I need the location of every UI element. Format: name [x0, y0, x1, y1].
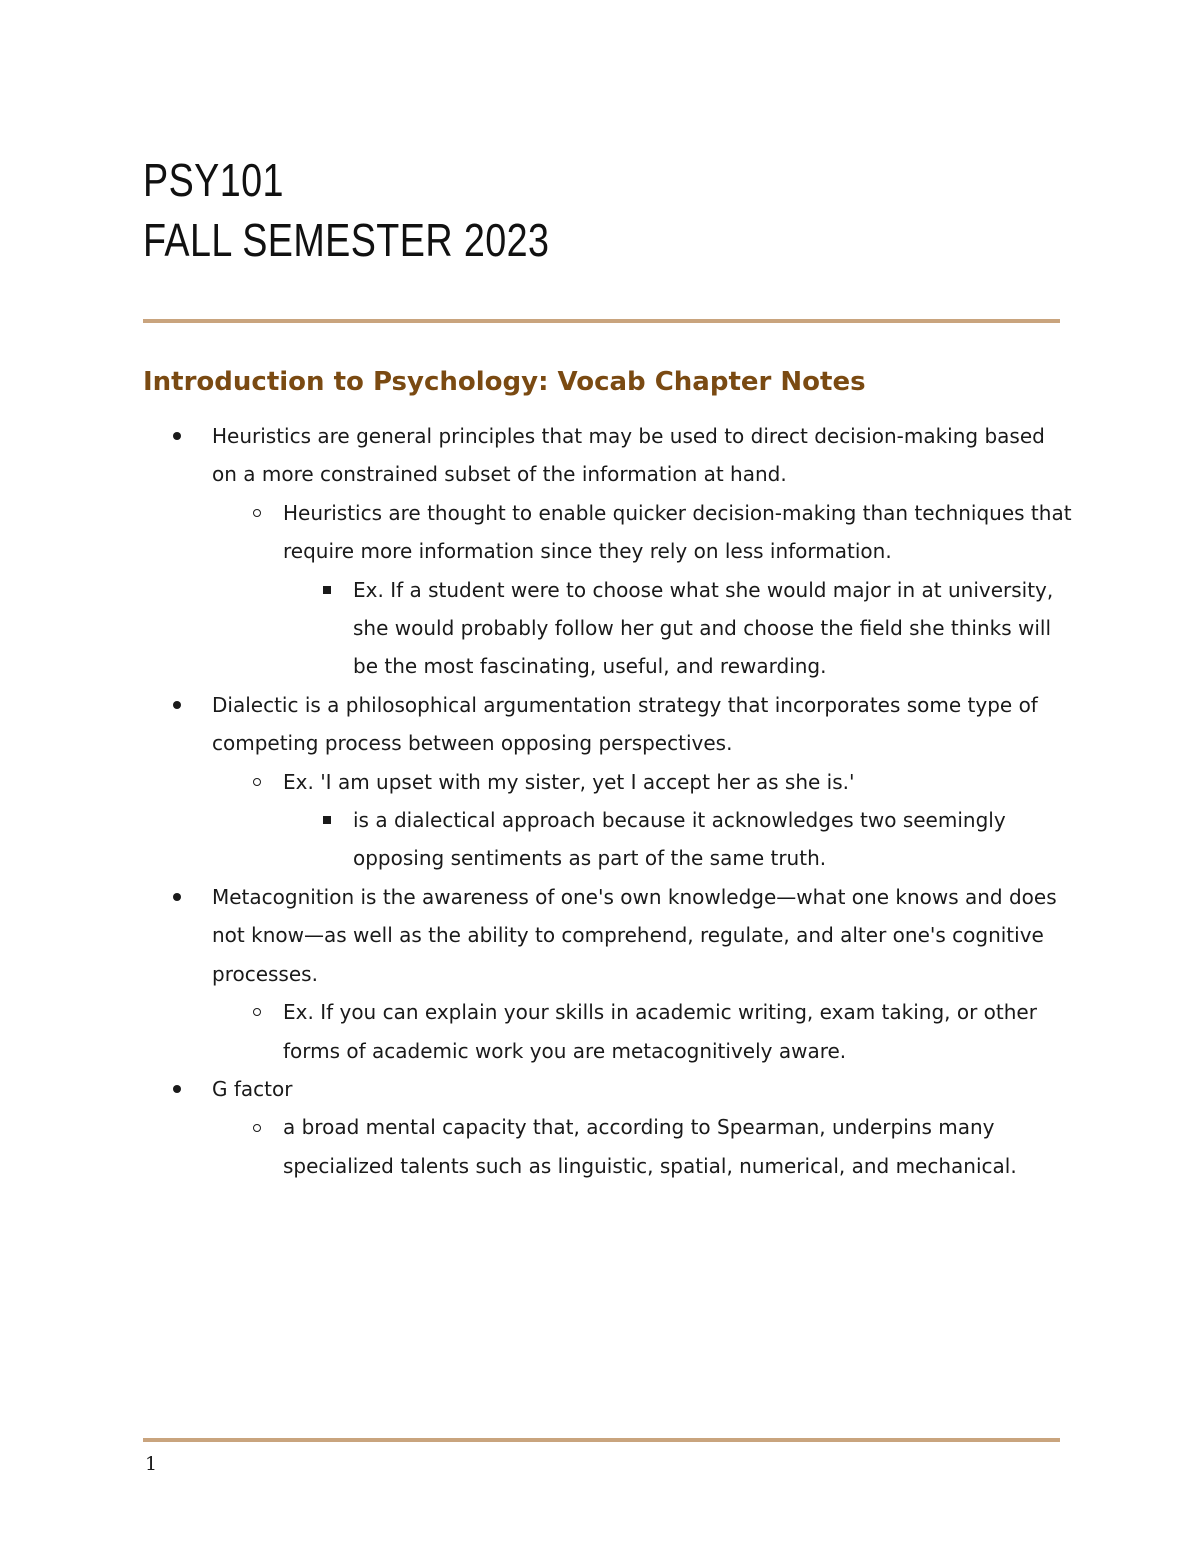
semester-label: FALL SEMESTER 2023	[143, 214, 550, 266]
list-item-text: Heuristics are thought to enable quicker decision-making than techniques that require more information since they rely on less information.	[283, 500, 1072, 564]
bullet-square-icon	[317, 571, 337, 609]
list-item	[143, 571, 1073, 686]
list-item	[143, 417, 1073, 494]
page-number: 1	[145, 1453, 158, 1475]
list-item-text: Dialectic is a philosophical argumentation strategy that incorporates some type of competing process between opposing perspectives.	[212, 692, 1038, 756]
list-item-text: Heuristics are general principles that may be used to direct decision-making based on a more constrained subset of the information at hand.	[212, 424, 1045, 487]
list-item	[143, 1070, 1073, 1108]
bullet-circle-icon	[247, 763, 267, 801]
list-item-text: Metacognition is the awareness of one's own knowledge—what one knows and does not know—as well as the ability to comprehend, regulate, and alter one's cognitive processes.	[212, 884, 1057, 986]
bullet-circle-icon	[247, 1108, 267, 1146]
list-item-text: Ex. If a student were to choose what she would major in at university, she would probably follow her gut and choose the field she thinks will be the most fascinating, useful, and rewarding.	[353, 577, 1054, 679]
bullet-disc-icon	[167, 878, 187, 916]
list-item	[143, 1108, 1073, 1185]
list-item-text: a broad mental capacity that, according to Spearman, underpins many specialized talents such as linguistic, spatial, numerical, and mechanical.	[283, 1115, 1017, 1178]
list-item	[143, 878, 1073, 993]
bullet-disc-icon	[167, 1070, 187, 1108]
bullet-circle-icon	[247, 494, 267, 532]
list-item-text: Ex. 'I am upset with my sister, yet I accept her as she is.'	[283, 769, 855, 794]
bullet-square-icon	[317, 801, 337, 839]
notes-list	[143, 417, 1073, 1185]
list-item	[143, 686, 1073, 763]
bullet-disc-icon	[167, 686, 187, 724]
bullet-disc-icon	[167, 417, 187, 455]
list-item	[143, 494, 1073, 571]
footer-divider	[143, 1438, 1060, 1442]
list-item-text: G factor	[212, 1076, 293, 1101]
course-code: PSY101	[143, 154, 284, 206]
top-divider	[143, 319, 1060, 323]
bullet-circle-icon	[247, 993, 267, 1031]
document-title	[143, 150, 881, 270]
list-item	[143, 993, 1073, 1070]
list-item-text: is a dialectical approach because it acknowledges two seemingly opposing sentiments as part of the same truth.	[353, 808, 1006, 871]
list-item	[143, 801, 1073, 878]
list-item	[143, 763, 1073, 801]
list-item-text: Ex. If you can explain your skills in academic writing, exam taking, or other forms of academic work you are metacognitively aware.	[283, 1000, 1037, 1063]
section-heading: Introduction to Psychology: Vocab Chapter Notes	[143, 367, 866, 397]
